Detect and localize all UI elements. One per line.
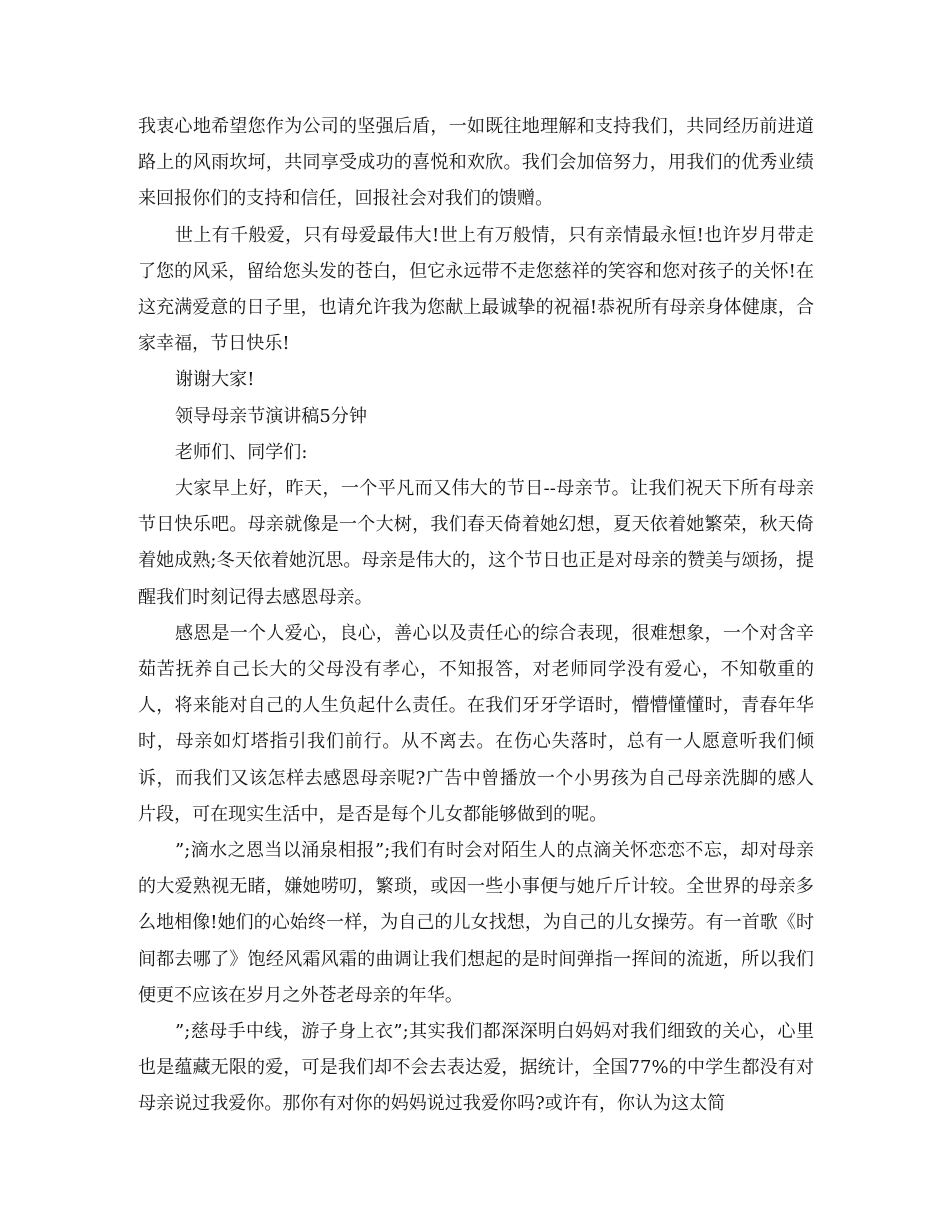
paragraph-3: 谢谢大家! xyxy=(175,369,255,391)
paragraph-1: 我衷心地希望您作为公司的坚强后盾，一如既往地理解和支持我们，共同经历前进道路上的风雨坎坷，共同享受成功的喜悦和欢欣。我们会加倍努力，用我们的优秀业绩来回报你们的支持和信任，回报社会对我们的馈赠。 xyxy=(138,116,814,210)
paragraph-8: ”;滴水之恩当以涌泉相报”;我们有时会对陌生人的点滴关怀恋恋不忘，却对母亲的大爱熟视无睹，嫌她唠叨，繁琐，或因一些小事便与她斤斤计较。全世界的母亲多么地相像!她们的心始终一样，为自己的儿女找想，为自己的儿女操劳。有一首歌《时间都去哪了》饱经风霜风霜的曲调让我们想起的是时间弹指一挥间的流逝，所以我们便更不应该在岁月之外苍老母亲的年华。 xyxy=(138,840,814,1006)
paragraph-5: 老师们、同学们: xyxy=(175,441,308,463)
paragraph-9: ”;慈母手中线，游子身上衣”;其实我们都深深明白妈妈对我们细致的关心，心里也是蕴藏无限的爱，可是我们却不会去表达爱，据统计，全国77%的中学生都没有对母亲说过我爱你。那你有对你的妈妈说过我爱你吗?或许有，你认为这太简 xyxy=(138,1021,814,1115)
paragraph-2: 世上有千般爱，只有母爱最伟大!世上有万般情，只有亲情最永恒!也许岁月带走了您的风采，留给您头发的苍白，但它永远带不走您慈祥的笑容和您对孩子的关怀!在这充满爱意的日子里，也请允许我为您献上最诚挚的祝福!恭祝所有母亲身体健康，合家幸福，节日快乐! xyxy=(138,224,814,355)
document-body xyxy=(138,109,814,1123)
paragraph-7: 感恩是一个人爱心，良心，善心以及责任心的综合表现，很难想象，一个对含辛茹苦抚养自己长大的父母没有孝心，不知报答，对老师同学没有爱心，不知敬重的人，将来能对自己的人生负起什么责任。在我们牙牙学语时，懵懵懂懂时，青春年华时，母亲如灯塔指引我们前行。从不离去。在伤心失落时，总有一人愿意听我们倾诉，而我们又该怎样去感恩母亲呢?广告中曾播放一个小男孩为自己母亲洗脚的感人片段，可在现实生活中，是否是每个儿女都能够做到的呢。 xyxy=(138,622,814,825)
paragraph-4: 领导母亲节演讲稿5分钟 xyxy=(175,405,368,427)
paragraph-6: 大家早上好，昨天，一个平凡而又伟大的节日--母亲节。让我们祝天下所有母亲节日快乐吧。母亲就像是一个大树，我们春天倚着她幻想，夏天依着她繁荣，秋天倚着她成熟;冬天依着她沉思。母亲是伟大的，这个节日也正是对母亲的赞美与颂扬，提醒我们时刻记得去感恩母亲。 xyxy=(138,478,814,608)
